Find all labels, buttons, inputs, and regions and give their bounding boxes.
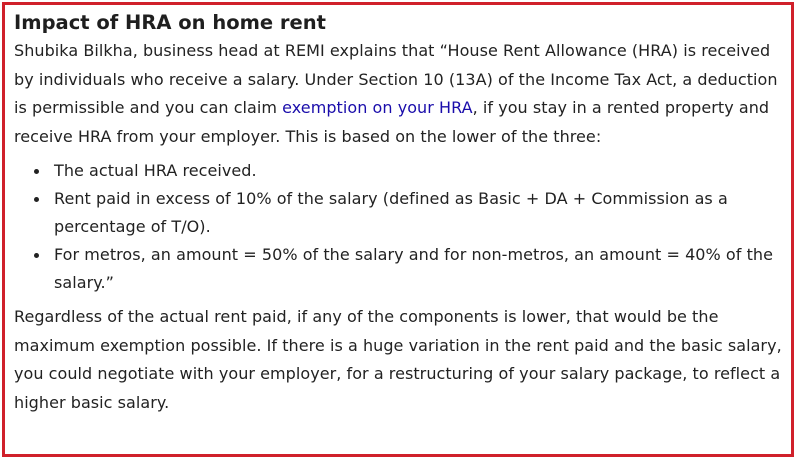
- bullet-icon: [34, 197, 39, 202]
- intro-text-after-link: , if you stay in a rented property and receive HRA from your employer. This is based on the lower of the three:: [14, 98, 770, 146]
- exemption-criteria-list: [14, 157, 789, 297]
- list-item: [54, 157, 789, 185]
- article-section: [14, 11, 789, 417]
- list-item-text: Rent paid in excess of 10% of the salary (defined as Basic + DA + Commission as a percentage of T/O).: [54, 189, 728, 236]
- intro-text-before-link: Shubika Bilkha, business head at REMI explains that “House Rent Allowance (HRA) is received by individuals who receive a salary. Under Section 10 (13A) of the Income Tax Act, a deduction is permissible and you can claim: [14, 41, 778, 117]
- bullet-icon: [34, 253, 39, 258]
- hra-exemption-link[interactable]: exemption on your HRA: [282, 98, 473, 117]
- list-item: [54, 185, 789, 241]
- highlight-frame: [2, 2, 794, 457]
- bullet-icon: [34, 169, 39, 174]
- list-item-text: The actual HRA received.: [54, 161, 257, 180]
- closing-paragraph: Regardless of the actual rent paid, if any of the components is lower, that would be the maximum exemption possible. If there is a huge variation in the rent paid and the basic salary, you could negotiate with your employer, for a restructuring of your salary package, to reflect a higher basic salary.: [14, 307, 782, 412]
- list-item-text: For metros, an amount = 50% of the salary and for non-metros, an amount = 40% of the salary.”: [54, 245, 773, 292]
- section-heading: Impact of HRA on home rent: [14, 11, 326, 34]
- intro-paragraph: [14, 37, 789, 151]
- list-item: [54, 241, 789, 297]
